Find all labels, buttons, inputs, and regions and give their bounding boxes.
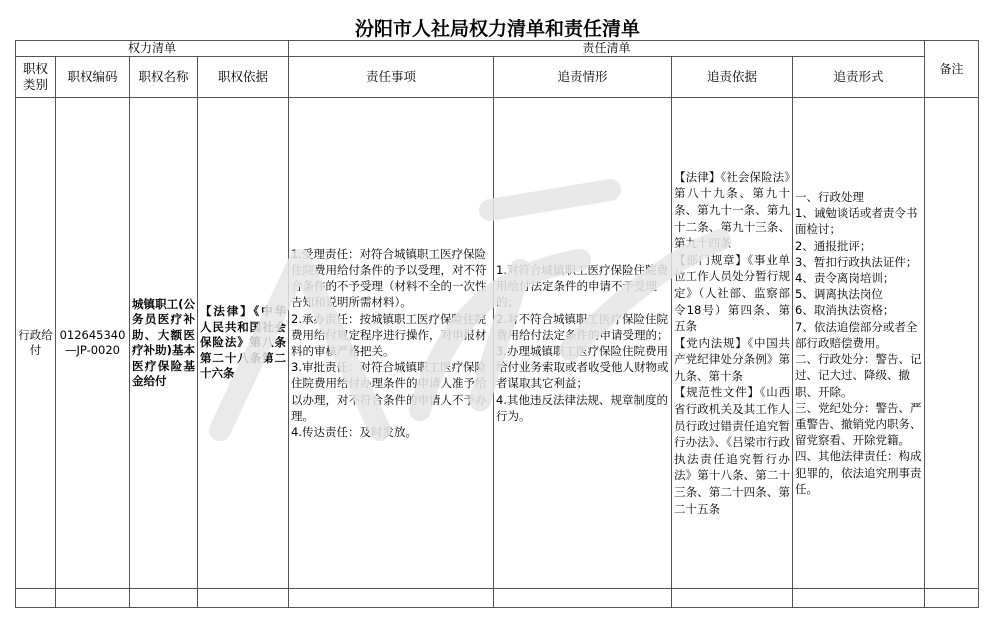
accountability-header: 追责情形 (494, 57, 672, 98)
footer-cell (672, 589, 793, 608)
name-cell: 城镇职工(公务员医疗补助、大额医疗补助)基本医疗保险基金给付 (130, 98, 198, 589)
footer-cell (793, 589, 925, 608)
accountability-basis-cell: 【法律】《社会保险法》第八十九条、第九十条、第九十一条、第九十二条、第九十三条、第九十四条 【部门规章】《事业单位工作人员处分暂行规定》（人社部、监察部令18号）第四条、第五条 【党内法规】《中国共产党纪律处分条例》第九条、第十条 【规范性文件】《山西省行政机关及其工作人员行政过错责任追究暂行办法》、《吕梁市行政执法责任追究暂行办法》第十八条、第二十三条、第二十四条、第二十五条 (672, 98, 793, 589)
basis-header: 职权依据 (198, 57, 289, 98)
responsibility-table (15, 40, 979, 608)
accountability-form-header: 追责形式 (793, 57, 925, 98)
footer-cell (494, 589, 672, 608)
accountability-form-cell: 一、行政处理 1、诫勉谈话或者责令书面检讨； 2、通报批评； 3、暂扣行政执法证件； 4、责令离岗培训； 5、调离执法岗位 6、取消执法资格； 7、依法追偿部分或者全部行政赔偿费用。 二、行政处分：警告、记过、记大过、降级、撤职、开除。 三、党纪处分：警告、严重警告、撤销党内职务、留党察看、开除党籍。 四、其他法律责任：构成犯罪的，依法追究刑事责任。 (793, 98, 925, 589)
footer-cell (198, 589, 289, 608)
footer-cell (56, 589, 130, 608)
duty-header: 责任事项 (289, 57, 494, 98)
name-header: 职权名称 (130, 57, 198, 98)
accountability-cell: 1.对符合城镇职工医疗保险住院费用给付法定条件的申请不予受理的； 2.对不符合城镇职工医疗保险住院费用给付法定条件的申请受理的； 3.办理城镇职工医疗保险住院费用给付业务索取或者收受他人财物或者谋取其它利益； 4.其他违反法律法规、规章制度的行为。 (494, 98, 672, 589)
footer-cell (130, 589, 198, 608)
code-header: 职权编码 (56, 57, 130, 98)
accountability-basis-header: 追责依据 (672, 57, 793, 98)
table-row (16, 98, 979, 589)
category-header: 职权类别 (16, 57, 56, 98)
footer-cell (16, 589, 56, 608)
remark-header: 备注 (925, 41, 979, 98)
code-cell: 012645340—JP-0020 (56, 98, 130, 589)
footer-cell (925, 589, 979, 608)
responsibility-list-group-header: 责任清单 (289, 41, 925, 57)
page-title: 汾阳市人社局权力清单和责任清单 (354, 18, 640, 40)
basis-cell: 【法律】《中华人民共和国社会保险法》第八条第二十八条第二十六条 (198, 98, 289, 589)
power-list-group-header: 权力清单 (16, 41, 289, 57)
duty-cell: 1.受理责任：对符合城镇职工医疗保险住院费用给付条件的予以受理，对不符合条件的不予受理（材料不全的一次性告知和说明所需材料）。 2.承办责任：按城镇职工医疗保险住院费用给付规定程序进行操作，对申报材料的审核严格把关。 3.审批责任：对符合城镇职工医疗保险住院费用给付办理条件的申请人准予给以办理，对不符合条件的申请人不予办理。 4.传达责任：及时发放。 (289, 98, 494, 589)
remark-cell (925, 98, 979, 589)
category-cell: 行政给付 (16, 98, 56, 589)
footer-cell (289, 589, 494, 608)
